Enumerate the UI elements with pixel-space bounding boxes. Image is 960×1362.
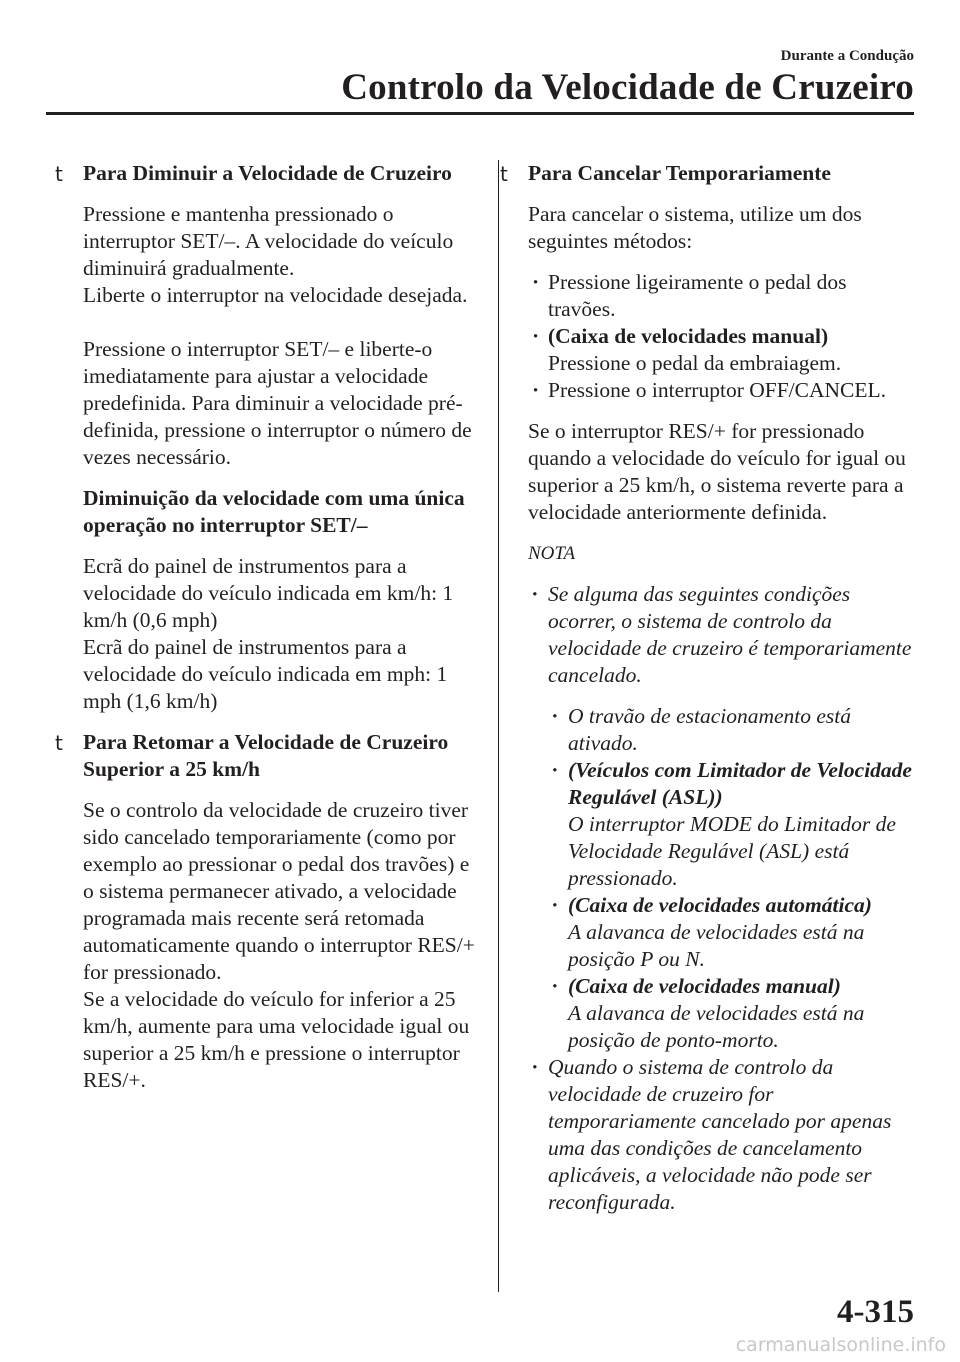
paragraph: Se a velocidade do veículo for inferior a 25 km/h, aumente para uma velocidade igual ou superior a 25 km/h e pressione o interruptor RES/+.	[83, 987, 470, 1092]
note-subitem	[528, 892, 912, 973]
page-number: 4-315	[837, 1294, 914, 1330]
section-heading-decrease: t Para Diminuir a Velocidade de Cruzeiro	[55, 161, 452, 186]
paragraph: Ecrã do painel de instrumentos para a velocidade do veículo indicada em mph: 1 mph (1,6 km/h)	[83, 635, 448, 713]
section-marker-icon: t	[55, 162, 63, 186]
note-subitem: · O travão de estacionamento está ativado.	[528, 703, 912, 757]
paragraph: Ecrã do painel de instrumentos para a velocidade do veículo indicada em km/h: 1 km/h (0,6 mph)	[83, 554, 454, 632]
watermark: carmanualsonline.info	[735, 1334, 946, 1356]
note-subitem-condition: · (Veículos com Limitador de Velocidade Regulável (ASL))	[568, 758, 912, 809]
section-heading-resume: t Para Retomar a Velocidade de Cruzeiro Superior a 25 km/h	[55, 730, 449, 781]
subheading-single-operation: Diminuição da velocidade com uma única operação no interruptor SET/–	[83, 486, 465, 537]
list-item-condition: · (Caixa de velocidades manual)	[548, 324, 829, 348]
note-item: · Se alguma das seguintes condições ocorrer, o sistema de controlo da velocidade de cruzeiro é temporariamente cancelado.	[528, 581, 912, 689]
list-item	[528, 323, 912, 377]
note-label: NOTA	[528, 543, 576, 564]
note-subitem	[528, 757, 912, 892]
note-subitem-condition: · (Caixa de velocidades manual)	[568, 974, 841, 998]
paragraph: Pressione o interruptor SET/– e liberte-o imediatamente para ajustar a velocidade predefinida. Para diminuir a velocidade pré-definida, pressione o interruptor o número de vezes necessário.	[83, 337, 472, 469]
paragraph: Para cancelar o sistema, utilize um dos seguintes métodos:	[528, 202, 862, 253]
list-item: · Pressione o interruptor OFF/CANCEL.	[528, 377, 912, 404]
paragraph: Pressione e mantenha pressionado o interruptor SET/–. A velocidade do veículo diminuirá gradualmente.	[83, 202, 454, 280]
right-column	[500, 160, 912, 1216]
paragraph: Se o controlo da velocidade de cruzeiro tiver sido cancelado temporariamente (como por exemplo ao pressionar o pedal dos travões) e o sistema permanecer ativado, a velocidade programada mais recente será retomada automaticamente quando o interruptor RES/+ for pressionado.	[83, 798, 475, 984]
note-subitem-text: A alavanca de velocidades está na posição de ponto-morto.	[568, 1001, 865, 1052]
header-rule	[46, 112, 914, 115]
section-heading-cancel: t Para Cancelar Temporariamente	[500, 161, 831, 186]
note-subitem	[528, 973, 912, 1054]
note-subitem-text: A alavanca de velocidades está na posição P ou N.	[568, 920, 865, 971]
paragraph: Liberte o interruptor na velocidade desejada.	[83, 283, 468, 307]
list-item-text: Pressione o pedal da embraiagem.	[548, 351, 842, 375]
column-divider	[498, 160, 499, 1292]
note-subitem-text: O interruptor MODE do Limitador de Velocidade Regulável (ASL) está pressionado.	[568, 812, 896, 890]
section-marker-icon: t	[500, 162, 508, 186]
section-marker-icon: t	[55, 731, 63, 755]
note-item: · Quando o sistema de controlo da velocidade de cruzeiro for temporariamente cancelado por apenas uma das condições de cancelamento aplicáveis, a velocidade não pode ser reconfigurada.	[528, 1054, 912, 1216]
running-header-title: Controlo da Velocidade de Cruzeiro	[341, 67, 914, 108]
list-item: · Pressione ligeiramente o pedal dos travões.	[528, 269, 912, 323]
note-subitem-condition: · (Caixa de velocidades automática)	[568, 893, 872, 917]
running-header-section: Durante a Condução	[780, 48, 914, 64]
left-column	[55, 160, 475, 1094]
paragraph: Se o interruptor RES/+ for pressionado quando a velocidade do veículo for igual ou superior a 25 km/h, o sistema reverte para a velocidade anteriormente definida.	[528, 419, 906, 524]
